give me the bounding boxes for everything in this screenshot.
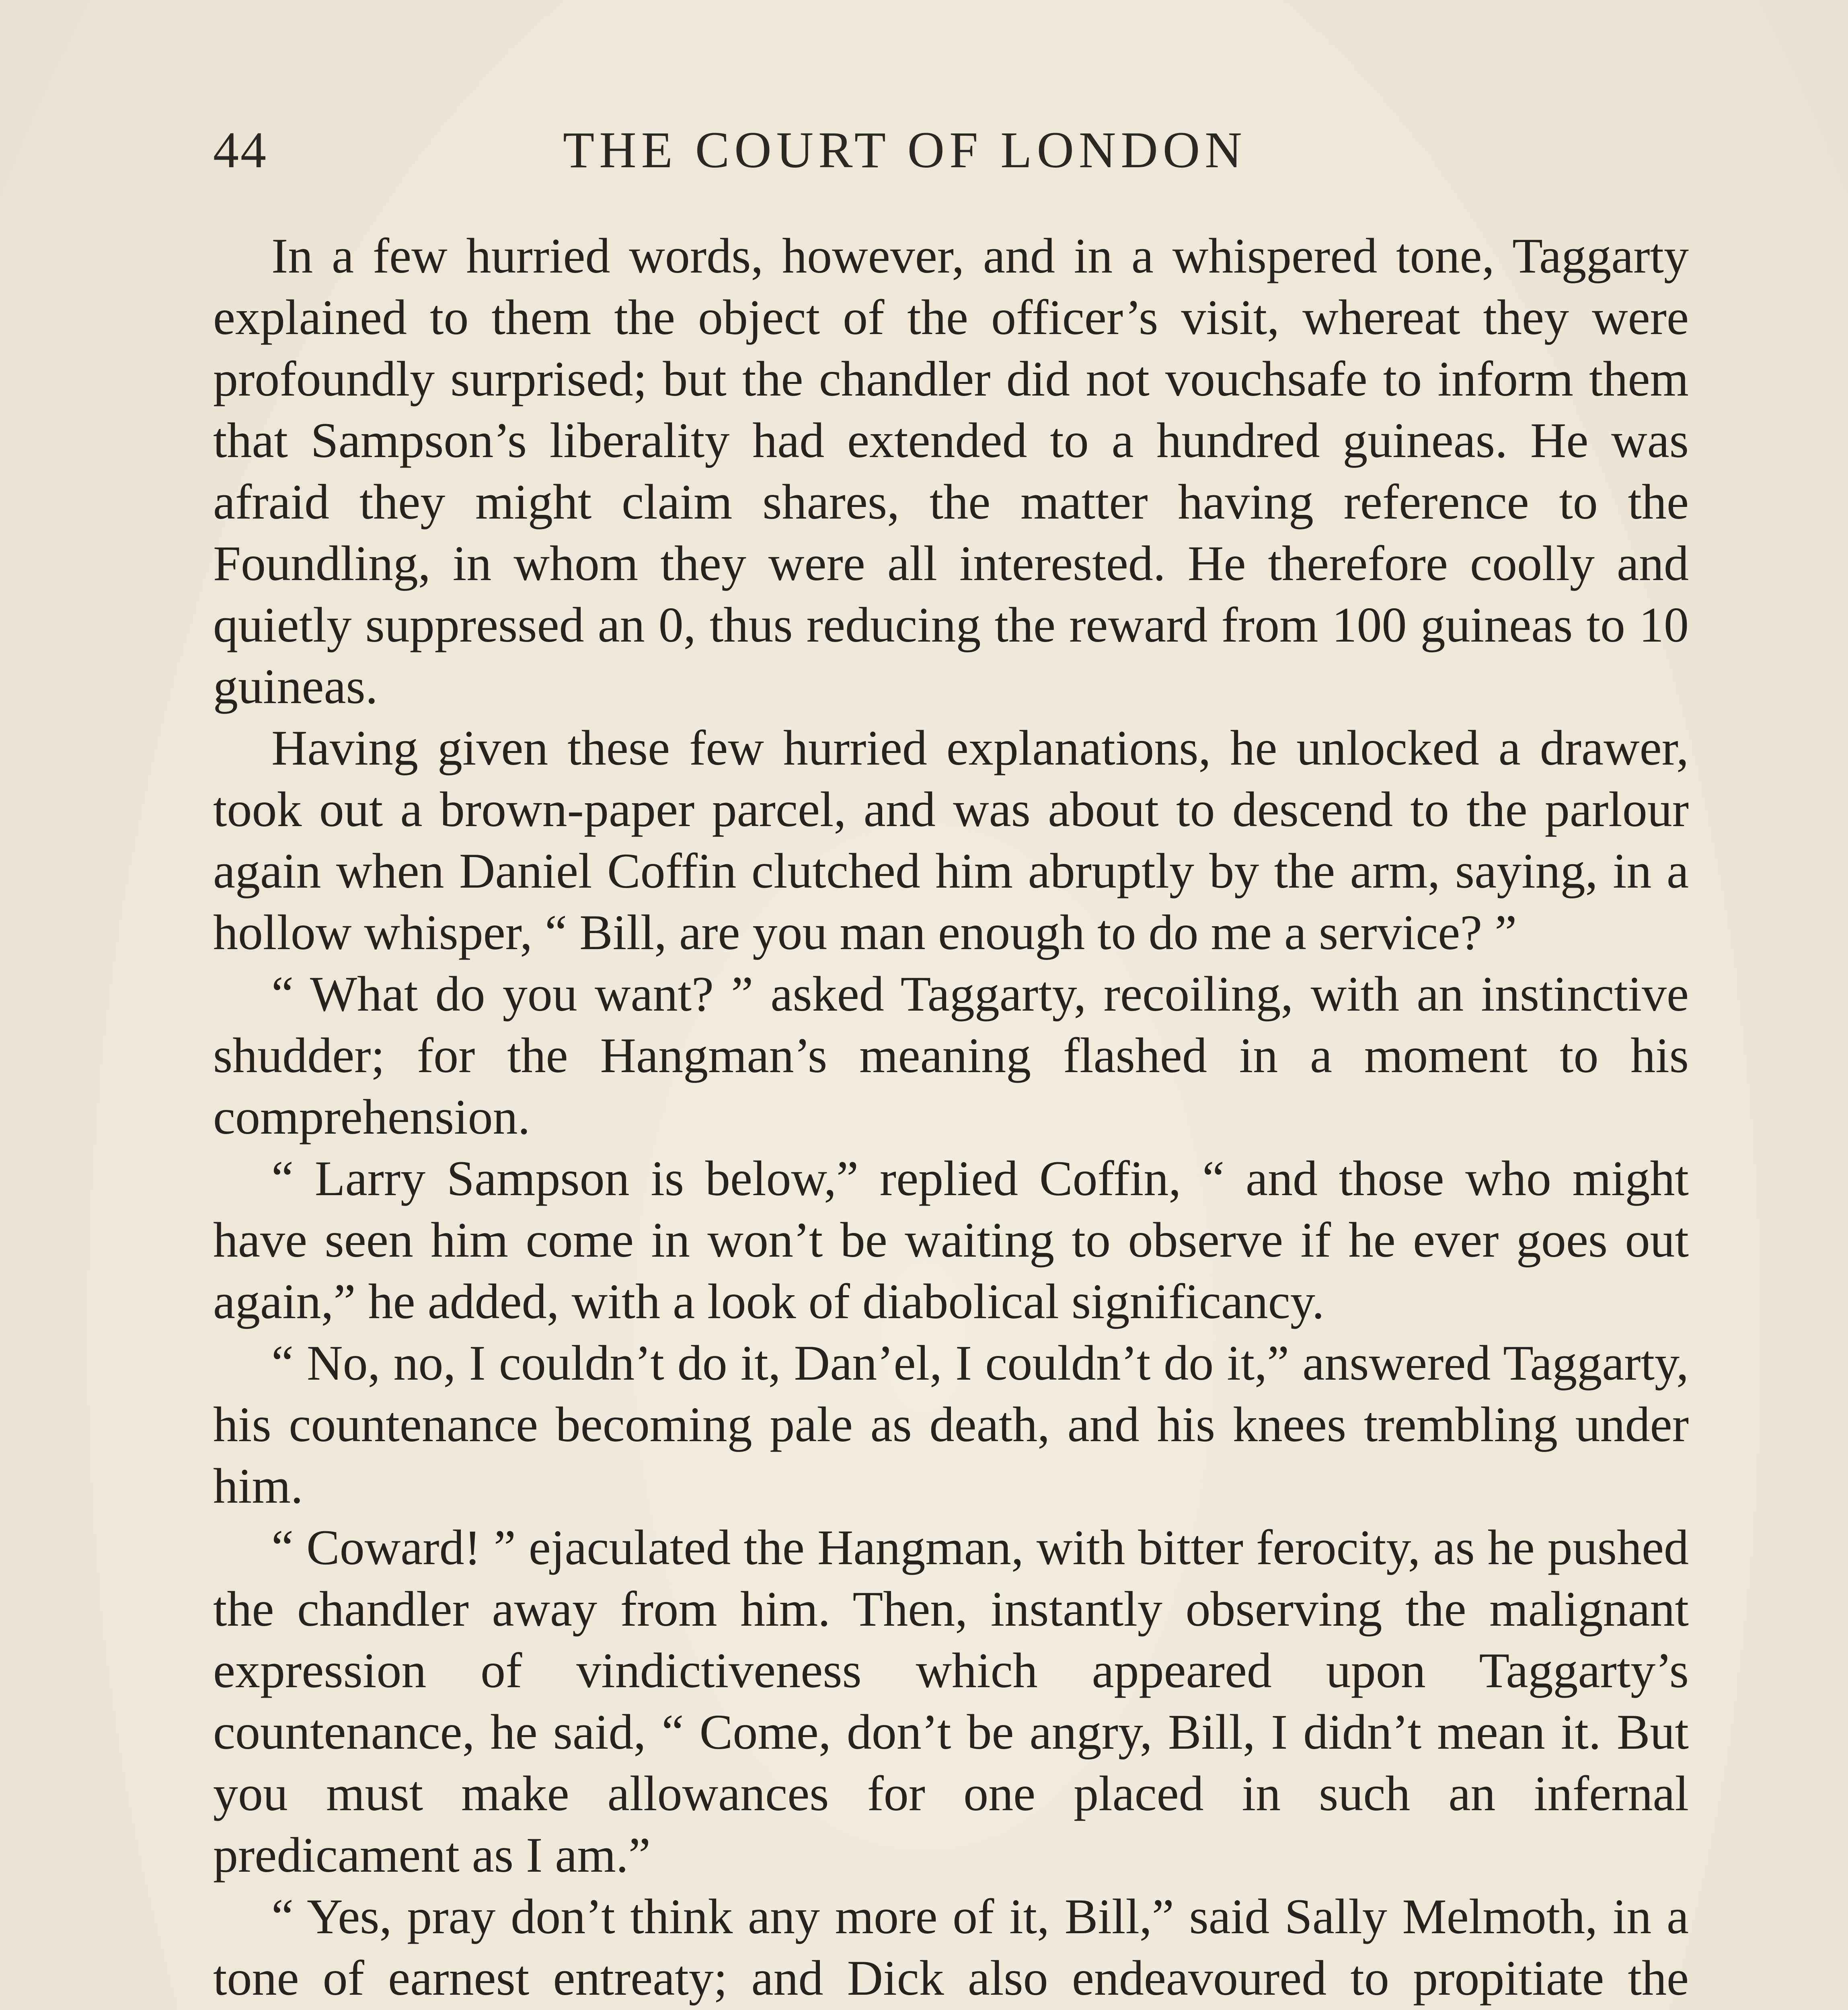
book-title: THE COURT OF LONDON [563, 121, 1247, 178]
paragraph: “ Coward! ” ejaculated the Hangman, with bitter ferocity, as he pushed the chandler away from him. Then, instantly observing the malignant expression of vindictiveness which appeared upon Taggarty’s countenance, he said, “ Come, don’t be angry, Bill, I didn’t mean it. But you must make allowances for one placed in such an infernal predicament as I am.” [213, 1520, 1689, 1883]
paragraph: In a few hurried words, however, and in a whispered tone, Taggarty explained to them the object of the officer’s visit, whereat they were profoundly surprised; but the chandler did not vouchsafe to inform them that Sampson’s liberality had extended to a hundred guineas. He was afraid they might claim shares, the matter having reference to the Foundling, in whom they were all interested. He therefore coolly and quietly suppressed an 0, thus reducing the reward from 100 guineas to 10 guineas. [213, 228, 1689, 714]
paragraph: “ What do you want? ” asked Taggarty, recoiling, with an instinctive shudder; for the Hangman’s meaning flashed in a moment to his comprehension. [213, 966, 1689, 1144]
paragraph: “ No, no, I couldn’t do it, Dan’el, I couldn’t do it,” answered Taggarty, his countenance becoming pale as death, and his knees trembling under him. [213, 1335, 1689, 1514]
running-head [213, 105, 1693, 185]
paragraph: Having given these few hurried explanations, he unlocked a drawer, took out a brown-paper parcel, and was about to descend to the parlour again when Daniel Coffin clutched him abruptly by the arm, saying, in a hollow whisper, “ Bill, are you man enough to do me a service? ” [213, 720, 1689, 960]
paragraph: “ Larry Sampson is below,” replied Coffin, “ and those who might have seen him come in won’t be waiting to observe if he ever goes out again,” he added, with a look of diabolical significancy. [213, 1151, 1689, 1329]
body-text [213, 225, 1689, 2010]
paragraph: “ Yes, pray don’t think any more of it, Bill,” said Sally Melmoth, in a tone of earnest entreaty; and Dick also endeavoured to propitiate the [213, 1889, 1689, 2006]
page-number: 44 [213, 121, 268, 178]
